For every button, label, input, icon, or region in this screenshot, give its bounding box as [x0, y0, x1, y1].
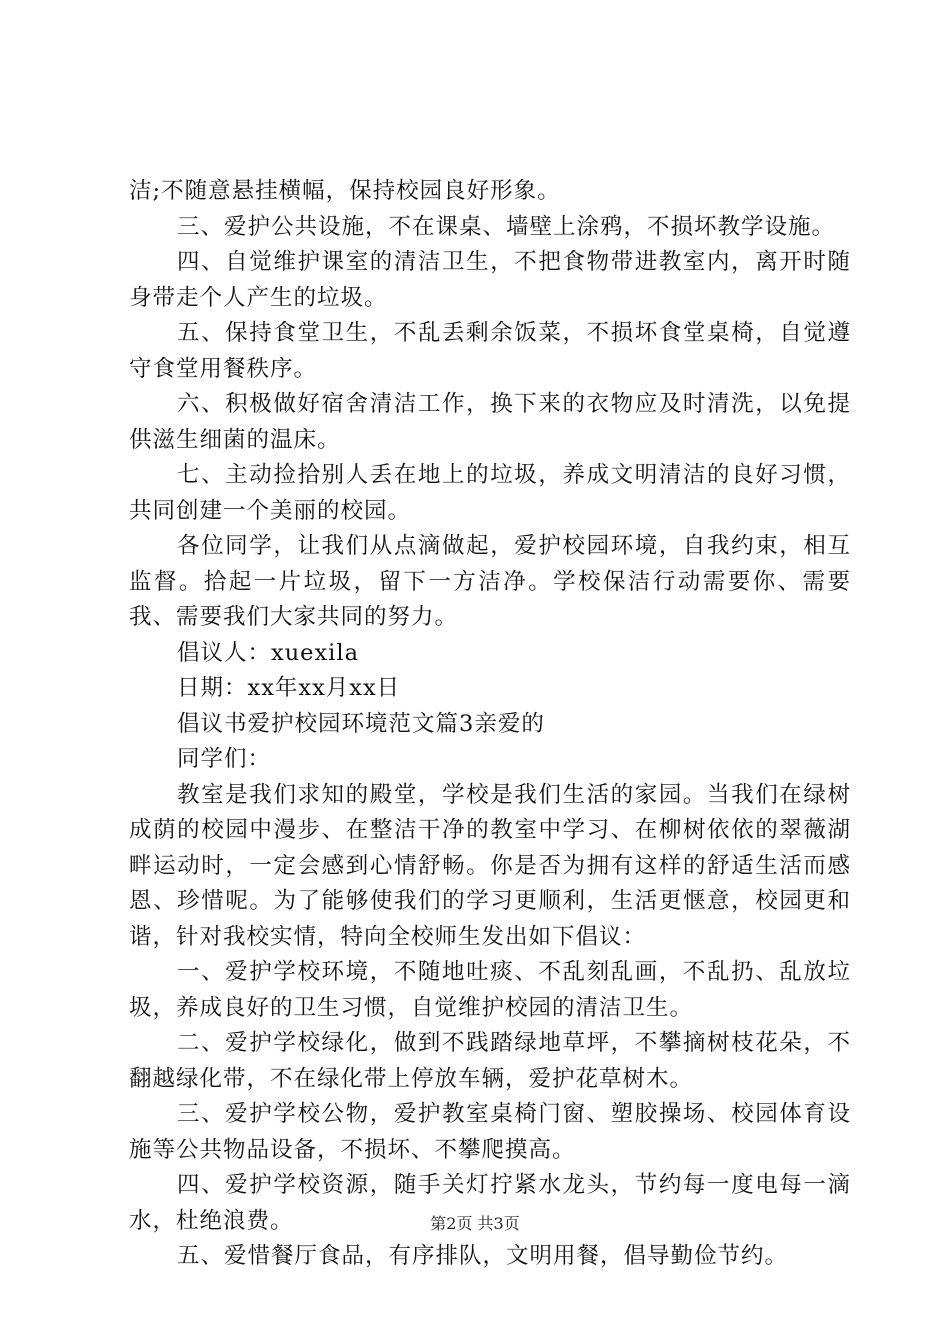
paragraph-proposal-1: 一、爱护学校环境，不随地吐痰、不乱刻乱画，不乱扔、乱放垃圾，养成良好的卫生习惯，自觉维护校园的清洁卫生。 [129, 959, 851, 1021]
paragraph-item-6-dormitory: 六、积极做好宿舍清洁工作，换下来的衣物应及时清洗，以免提供滋生细菌的温床。 [129, 391, 851, 453]
paragraph-salutation: 同学们： [177, 746, 272, 772]
paragraph-proposal-2: 二、爱护学校绿化，做到不践踏绿地草坪，不攀摘树枝花朵，不翻越绿化带，不在绿化带上停放车辆，爱护花草树木。 [129, 1030, 851, 1092]
paragraph-item-7-litter: 七、主动捡拾别人丢在地上的垃圾，养成文明清洁的良好习惯，共同创建一个美丽的校园。 [129, 462, 851, 524]
paragraph-item-4-classroom: 四、自觉维护课室的清洁卫生，不把食物带进教室内，离开时随身带走个人产生的垃圾。 [129, 249, 851, 311]
paragraph-introduction: 教室是我们求知的殿堂，学校是我们生活的家园。当我们在绿树成荫的校园中漫步、在整洁干净的教室中学习、在柳树依依的翠薇湖畔运动时，一定会感到心情舒畅。你是否为拥有这样的舒适生活而感恩、珍惜呢。为了能够使我们的学习更顺利，生活更惬意，校园更和谐，针对我校实情，特向全校师生发出如下倡议： [129, 781, 851, 950]
page-footer: 第2页 共3页 [430, 1214, 520, 1233]
paragraph-item-3-facilities: 三、爱护公共设施，不在课桌、墙壁上涂鸦，不损坏教学设施。 [177, 213, 836, 240]
paragraph-date: 日期：xx年xx月xx日 [177, 675, 401, 701]
paragraph-proposal-5: 五、爱惜餐厅食品，有序排队，文明用餐，倡导勤俭节约。 [177, 1243, 789, 1269]
paragraph-proposal-3: 三、爱护学校公物，爱护教室桌椅门窗、塑胶操场、校园体育设施等公共物品设备，不损坏、不攀爬摸高。 [129, 1101, 851, 1163]
paragraph-continuation: 洁;不随意悬挂横幅，保持校园良好形象。 [129, 178, 561, 204]
paragraph-proposal-4: 四、爱护学校资源，随手关灯拧紧水龙头，节约每一度电每一滴水，杜绝浪费。 [129, 1172, 851, 1234]
paragraph-initiator: 倡议人：xuexila [177, 639, 359, 666]
paragraph-item-5-canteen: 五、保持食堂卫生，不乱丢剩余饭菜，不损坏食堂桌椅，自觉遵守食堂用餐秩序。 [129, 320, 851, 382]
document-body [129, 174, 851, 1275]
paragraph-appeal: 各位同学，让我们从点滴做起，爱护校园环境，自我约束，相互监督。拾起一片垃圾，留下一方洁净。学校保洁行动需要你、需要我、需要我们大家共同的努力。 [129, 533, 851, 630]
paragraph-section-heading: 倡议书爱护校园环境范文篇3亲爱的 [177, 710, 545, 737]
